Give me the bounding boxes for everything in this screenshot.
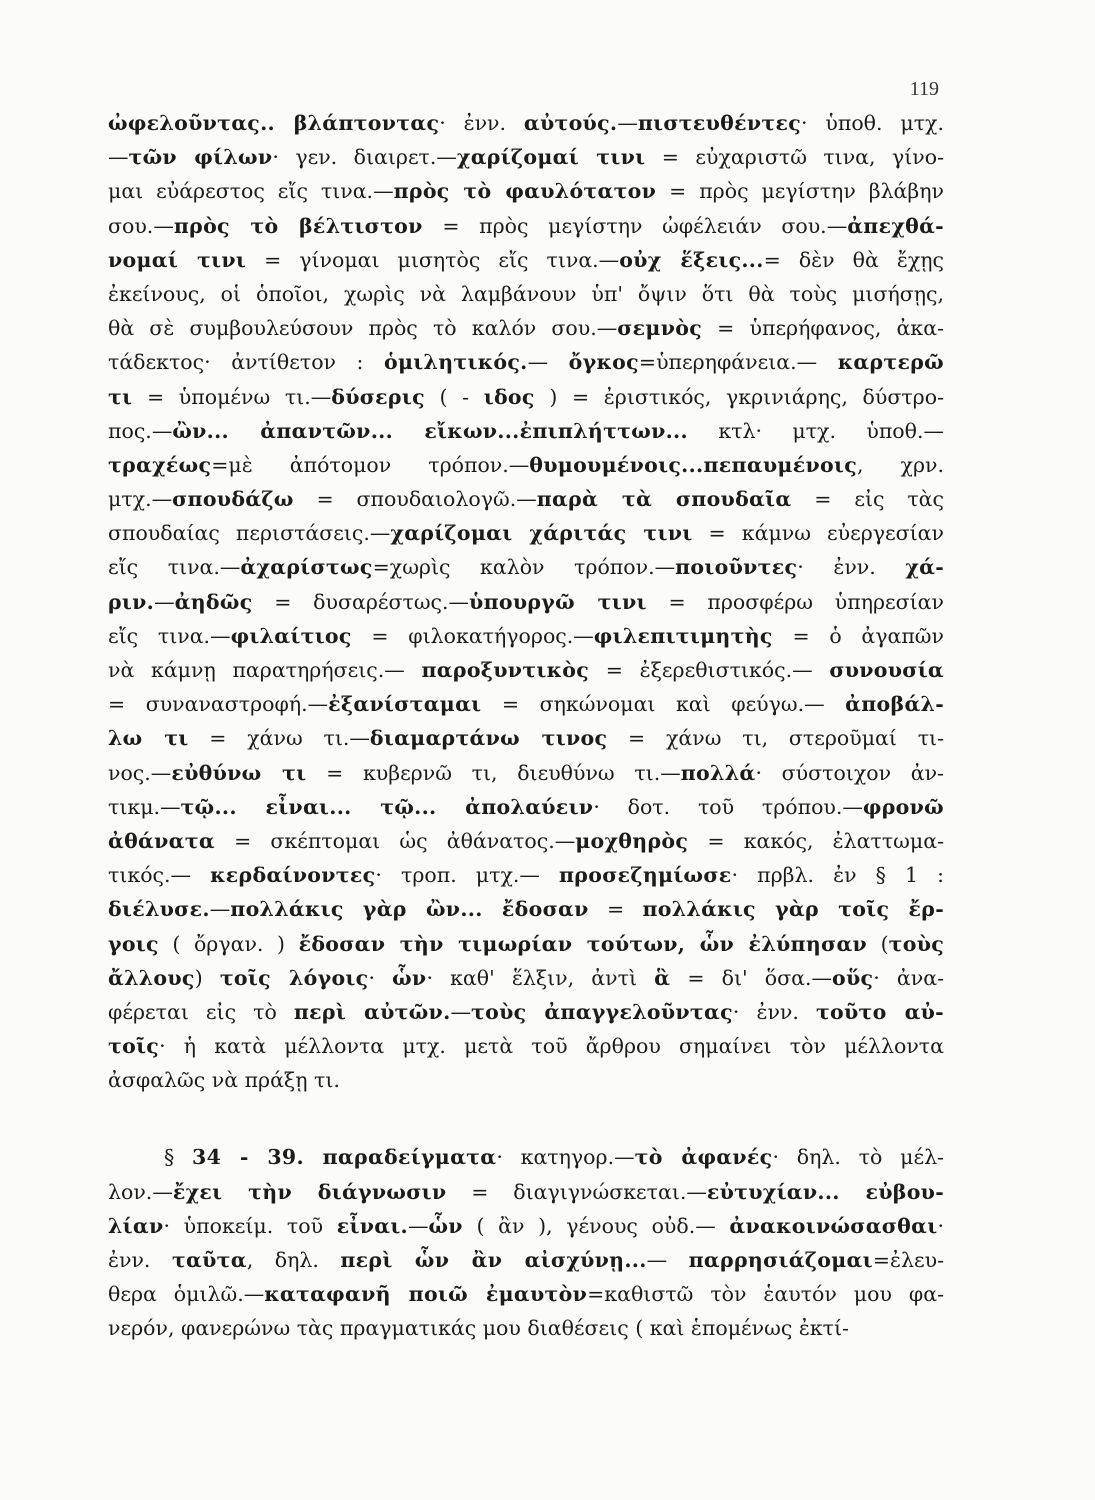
text-line — [108, 824, 944, 858]
bold-term: τοῖς λόγοις — [219, 965, 369, 990]
gloss-text: = εὐχαριστῶ τινα, γίνο- — [645, 145, 944, 170]
bold-term: ἀηδῶς — [174, 589, 253, 614]
text-line — [108, 1311, 944, 1345]
bold-term: ἔχει τὴν διάγνωσιν — [172, 1179, 447, 1204]
bold-term: καταφανῆ ποιῶ ἐμαυτὸν — [264, 1282, 588, 1307]
gloss-text: — — [154, 589, 175, 614]
bold-term: ὄγκος — [568, 350, 639, 375]
gloss-text: = ἐξερεθιστικός.— — [589, 658, 830, 682]
text-line — [108, 1140, 944, 1174]
bold-term: ἀποβάλ- — [845, 692, 944, 717]
bold-term: ἃ — [654, 965, 671, 990]
gloss-text: = ὁ ἀγαπῶν — [772, 623, 944, 648]
bold-term: πιστευθέντες — [637, 111, 802, 135]
gloss-text: = εἰς τὰς — [791, 487, 944, 512]
bold-term: γοις — [108, 931, 159, 956]
bold-term: περὶ αὐτῶν. — [293, 999, 451, 1024]
bold-term: σπουδάζω — [172, 487, 294, 512]
gloss-text: = ὑπερήφανος, ἀκα- — [702, 316, 944, 341]
bold-term: λίαν — [108, 1213, 164, 1238]
gloss-text: , δηλ. — [246, 1248, 341, 1272]
bold-term: πολλάκις γὰρ ὢν... ἔδοσαν — [230, 897, 589, 922]
text-line — [108, 790, 944, 824]
bold-term: λω τι — [108, 726, 189, 751]
gloss-text: · δοτ. τοῦ τρόπου.— — [593, 794, 863, 819]
gloss-text: νὰ κάμνῃ παρατηρήσεις.— — [108, 658, 422, 682]
page-number: 119 — [909, 78, 939, 100]
bold-term: τοῦτο αὐ- — [815, 999, 944, 1024]
text-line — [108, 243, 944, 277]
bold-term: αὐτούς. — [523, 111, 618, 135]
gloss-text: = προσφέρω ὑπηρεσίαν — [646, 589, 944, 614]
text-line — [108, 1063, 944, 1097]
gloss-text: θὰ σὲ συμβουλεύσουν πρὸς τὸ καλόν σου.— — [108, 316, 618, 341]
bold-term: ἄλλους — [108, 965, 195, 990]
bold-term: διαμαρτάνω τινος — [369, 726, 608, 751]
bold-term: τῷ... εἶναι... τῷ... ἀπολαύειν — [180, 794, 594, 819]
gloss-text: = σηκώνομαι καὶ φεύγω.— — [481, 692, 846, 717]
bold-term: πρὸς τὸ φαυλότατον — [393, 179, 657, 204]
text-line — [108, 858, 944, 892]
gloss-text: , χρν. — [857, 452, 944, 477]
text-line — [108, 550, 944, 584]
gloss-text: ( ἂν ), γένους οὐδ.— — [462, 1213, 730, 1238]
gloss-text: φέρεται εἰς τὸ — [108, 999, 294, 1024]
text-line — [108, 756, 944, 790]
bold-term: παρὰ τὰ σπουδαῖα — [536, 487, 792, 512]
gloss-text: · κατηγορ.— — [496, 1145, 635, 1170]
text-line — [108, 516, 944, 550]
bold-term: ταῦτα — [171, 1248, 247, 1272]
bold-term: μοχθηρὸς — [575, 828, 689, 853]
gloss-text: λον.— — [108, 1179, 173, 1204]
gloss-text: · πρβλ. ἐν § 1 : — [731, 863, 944, 888]
gloss-text: =ὑπερηφάνεια.— — [638, 350, 838, 375]
gloss-text: · ὑποθ. μτχ. — [801, 111, 944, 135]
text-line — [108, 106, 944, 140]
gloss-text: · ἀνα- — [873, 965, 944, 990]
gloss-text: ἀσφαλῶς νὰ πράξῃ τι. — [108, 1068, 340, 1093]
gloss-text: § — [164, 1145, 193, 1170]
bold-term: σεμνὸς — [617, 316, 702, 341]
gloss-text: = γίνομαι μισητὸς εἴς τινα.— — [246, 247, 620, 272]
bold-term: ὁμιλητικός. — [384, 350, 528, 375]
gloss-text: = δὲν θὰ ἔχῃς — [763, 247, 944, 272]
bold-term: ὑπουργῶ τινι — [469, 589, 647, 614]
gloss-text: — — [527, 350, 569, 375]
gloss-text: · ἐνν. — [797, 555, 906, 580]
text-line — [108, 414, 944, 448]
bold-term: παροξυντικὸς — [421, 658, 590, 682]
gloss-text: = κάμνω εὐεργεσίαν — [692, 521, 944, 546]
gloss-text: · — [368, 965, 393, 990]
gloss-text: — — [108, 145, 129, 170]
gloss-text: = φιλοκατήγορος.— — [351, 623, 594, 648]
bold-term: ἀθάνατα — [108, 828, 215, 853]
bold-term: τι — [108, 384, 133, 409]
gloss-text: τάδεκτος· ἀντίθετον : — [108, 350, 385, 375]
bold-term: προσεζημίωσε — [558, 863, 732, 888]
bold-term: διέλυσε. — [108, 897, 210, 922]
gloss-text: =χωρὶς καλὸν τρόπον.— — [372, 555, 676, 580]
gloss-text: = σπουδαιολογῶ.— — [293, 487, 537, 512]
bold-term: πολλά — [680, 760, 756, 785]
text-line — [108, 585, 944, 619]
gloss-text: = δι' ὅσα.— — [670, 965, 832, 990]
bold-term: φιλεπιτιμητὴς — [593, 623, 773, 648]
gloss-text: ἐκείνους, οἱ ὁποῖοι, χωρὶς νὰ λαμβάνουν ὑπ' ὄψιν ὅτι θὰ τοὺς μισήσῃς, — [108, 281, 944, 306]
gloss-text: · δηλ. τὸ μέλ- — [772, 1145, 944, 1170]
gloss-text: σου.— — [108, 213, 174, 238]
gloss-text: = ὑπομένω τι.— — [132, 384, 332, 409]
text-line — [108, 1175, 944, 1209]
gloss-text: — — [617, 111, 638, 135]
gloss-text: · σύστοιχον ἀν- — [755, 760, 944, 785]
text-line — [108, 687, 944, 721]
bold-term: εἶναι. — [336, 1213, 408, 1238]
bold-term: τὸ ἀφανές — [634, 1145, 773, 1170]
gloss-text: ) = ἐριστικός, γκρινιάρης, δύστρο- — [534, 384, 944, 409]
bold-term: ριν. — [108, 589, 155, 614]
gloss-text: ἐνν. — [108, 1248, 172, 1272]
bold-term: ὧν — [428, 1213, 463, 1238]
bold-term: καρτερῶ — [837, 350, 944, 375]
text-line — [108, 380, 944, 414]
bold-term: χαρίζομαι χάριτάς τινι — [390, 521, 693, 546]
paragraph-gap — [108, 1097, 944, 1140]
gloss-text: = δυσαρέστως.— — [252, 589, 470, 614]
text-line — [108, 995, 944, 1029]
gloss-text: = συναναστροφή.— — [108, 692, 329, 717]
bold-term: δύσερις — [331, 384, 425, 409]
text-line — [108, 619, 944, 653]
gloss-text: = διαγιγνώσκεται.— — [446, 1179, 707, 1204]
text-line — [108, 961, 944, 995]
bold-term: ὢν... ἀπαντῶν... εἴκων...ἐπιπλήττων... — [172, 418, 688, 443]
bold-term: ἀχαρίστως — [240, 555, 373, 580]
text-line — [108, 927, 944, 961]
paragraph-1 — [108, 106, 944, 1097]
bold-term: θυμουμένοις...πεπαυμένοις — [529, 452, 857, 477]
gloss-text: — — [407, 1213, 429, 1238]
bold-term: συνουσία — [829, 658, 944, 682]
bold-term: τοῖς — [108, 1034, 160, 1059]
gloss-text: · ἐνν. — [439, 111, 524, 135]
bold-term: τῶν φίλων — [128, 145, 273, 170]
gloss-text: =ἐλευ- — [872, 1248, 944, 1272]
gloss-text: εἴς τινα.— — [108, 623, 231, 648]
bold-term: κερδαίνοντες — [210, 863, 376, 888]
gloss-text: εἴς τινα.— — [108, 555, 241, 580]
bold-term: χά- — [905, 555, 944, 580]
gloss-text: μτχ.— — [108, 487, 173, 512]
text-line — [108, 174, 944, 208]
bold-term: ἀπεχθά- — [847, 213, 944, 238]
gloss-text: τικμ.— — [108, 794, 181, 819]
text-line — [108, 1277, 944, 1311]
gloss-text: = πρὸς μεγίστην βλάβην — [656, 179, 944, 204]
bold-term: πολλάκις γὰρ τοῖς ἔρ- — [642, 897, 944, 922]
gloss-text: = σκέπτομαι ὡς ἀθάνατος.— — [214, 828, 576, 853]
bold-term: τραχέως — [108, 452, 212, 477]
text-line — [108, 1029, 944, 1063]
text-line — [108, 721, 944, 755]
bold-term: οὐχ ἕξεις... — [619, 247, 764, 272]
gloss-text: = κυβερνῶ τι, διευθύνω τι.— — [306, 760, 681, 785]
gloss-text: ( ὄργαν. ) — [158, 931, 299, 956]
gloss-text: ( — [867, 931, 889, 956]
bold-term: ποιοῦντες — [675, 555, 798, 580]
gloss-text: · — [937, 1213, 944, 1238]
gloss-text: θερα ὁμιλῶ.— — [108, 1282, 265, 1307]
bold-term: ιδος — [483, 384, 535, 409]
text-line — [108, 448, 944, 482]
gloss-text: σπουδαίας περιστάσεις.— — [108, 521, 391, 546]
bold-term: εὐθύνω τι — [171, 760, 307, 785]
text-line — [108, 209, 944, 243]
gloss-text: νερόν, φανερώνω τὰς πραγματικάς μου διαθέσεις ( καὶ ἑπομένως ἐκτί- — [108, 1316, 849, 1341]
bold-term: εὐτυχίαν... εὐβου- — [706, 1179, 944, 1204]
gloss-text: · καθ' ἕλξιν, ἀντὶ — [426, 965, 655, 990]
gloss-text: = — [588, 897, 643, 922]
text-line — [108, 345, 944, 379]
bold-term: παρρησιάζομαι — [688, 1248, 873, 1272]
bold-term: τοὺς — [888, 931, 944, 956]
bold-term: ἐξανίσταμαι — [328, 692, 482, 717]
bold-term: ἀνακοινώσασθαι — [729, 1213, 938, 1238]
text-line — [108, 140, 944, 174]
gloss-text: · ἡ κατὰ μέλλοντα μτχ. μετὰ τοῦ ἄρθρου σημαίνει τὸν μέλλοντα — [159, 1034, 944, 1059]
gloss-text: ) — [194, 965, 220, 990]
body-text — [108, 106, 944, 1346]
text-line — [108, 311, 944, 345]
gloss-text: τικός.— — [108, 863, 211, 888]
bold-term: ἔδοσαν τὴν τιμωρίαν τούτων, ὧν ἐλύπησαν — [298, 931, 868, 956]
bold-term: 34 - 39. παραδείγματα — [192, 1145, 497, 1170]
bold-term: ὧν — [392, 965, 427, 990]
paragraph-2 — [108, 1140, 944, 1345]
gloss-text: κτλ· μτχ. ὑποθ.— — [687, 418, 944, 443]
gloss-text: · ὑποκείμ. τοῦ — [163, 1213, 337, 1238]
gloss-text: — — [209, 897, 231, 922]
gloss-text: νος.— — [108, 760, 172, 785]
gloss-text: · ἐνν. — [732, 999, 816, 1024]
bold-term: φιλαίτιος — [230, 623, 352, 648]
bold-term: φρονῶ — [862, 794, 944, 819]
text-line — [108, 892, 944, 926]
bold-term: οὕς — [832, 965, 874, 990]
gloss-text: = χάνω τι.— — [188, 726, 370, 751]
bold-term: πρὸς τὸ βέλτιστον — [173, 213, 423, 238]
bold-term: τοὺς ἀπαγγελοῦντας — [471, 999, 733, 1024]
text-line — [108, 1243, 944, 1277]
bold-term: ὠφελοῦντας.. βλάπτοντας — [108, 111, 440, 135]
text-line — [108, 277, 944, 311]
gloss-text: — — [450, 999, 472, 1024]
gloss-text: · γεν. διαιρετ.— — [272, 145, 457, 170]
gloss-text: =μὲ ἀπότομον τρόπον.— — [211, 452, 530, 477]
gloss-text: ( - — [424, 384, 484, 409]
gloss-text: = κακός, ἐλαττωμα- — [688, 828, 944, 853]
bold-term: περὶ ὧν ἂν αἰσχύνῃ... — [340, 1248, 647, 1272]
bold-term: χαρίζομαί τινι — [456, 145, 646, 170]
gloss-text: = πρὸς μεγίστην ὠφέλειάν σου.— — [422, 213, 848, 238]
gloss-text: μαι εὐάρεστος εἴς τινα.— — [108, 179, 394, 204]
text-line — [108, 1209, 944, 1243]
text-line — [108, 482, 944, 516]
gloss-text: · τροπ. μτχ.— — [375, 863, 559, 888]
gloss-text: = χάνω τι, στεροῦμαί τι- — [607, 726, 944, 751]
gloss-text: πος.— — [108, 418, 173, 443]
gloss-text: =καθιστῶ τὸν ἑαυτόν μου φα- — [587, 1282, 944, 1307]
bold-term: νομαί τινι — [108, 247, 247, 272]
text-line — [108, 653, 944, 687]
gloss-text: — — [646, 1248, 689, 1272]
